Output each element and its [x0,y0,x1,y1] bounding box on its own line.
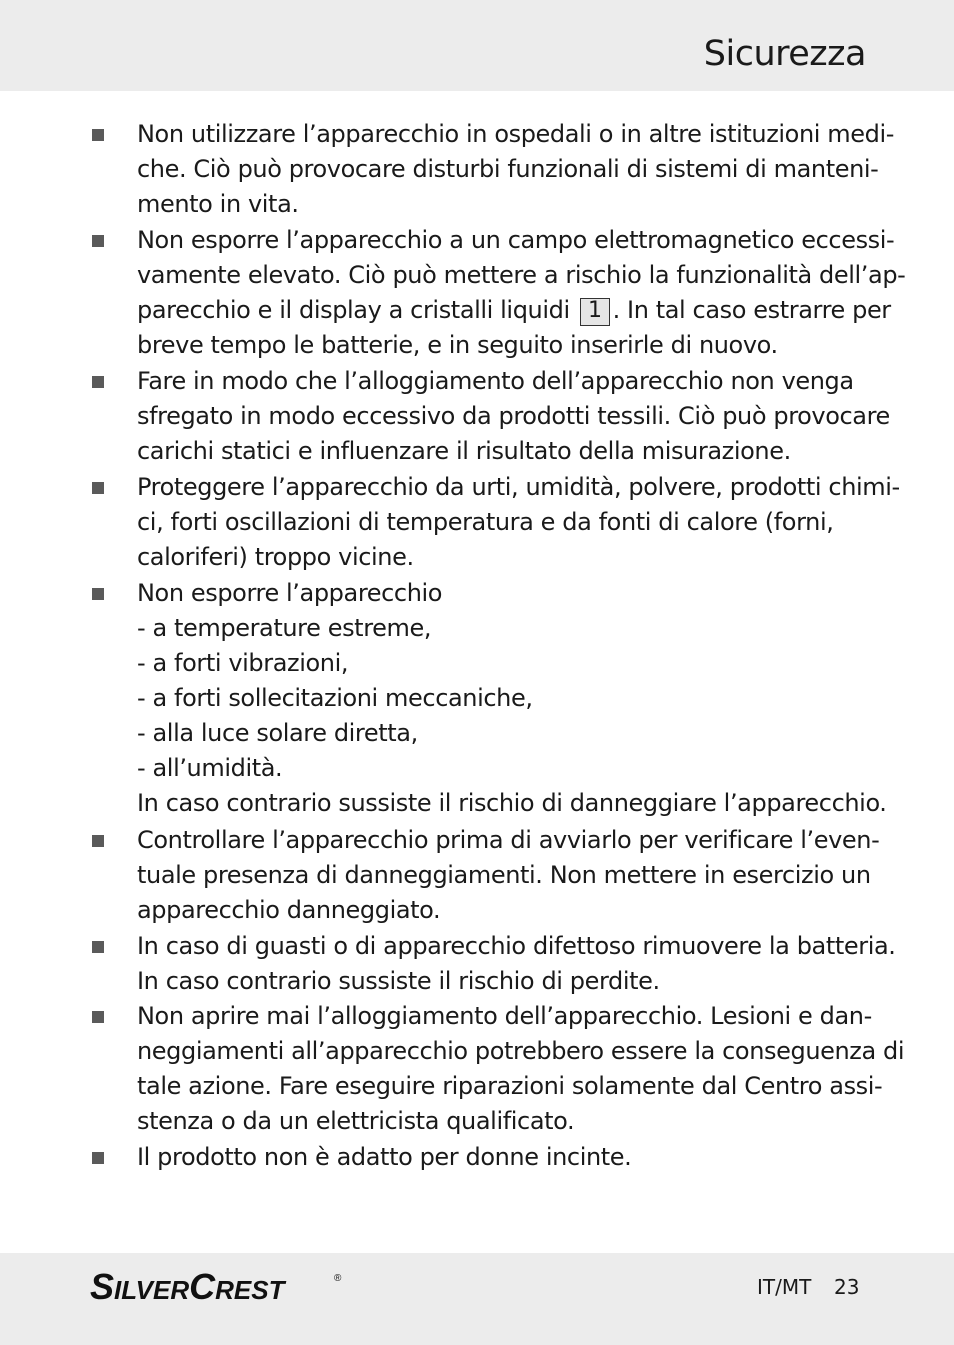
list-item-text: tuale presenza di danneggiamenti. Non mettere in esercizio un [137,861,871,889]
list-item-text: apparecchio danneggiato. [137,896,441,924]
bullet-icon [92,1152,104,1164]
bullet-icon [92,1011,104,1023]
list-item-text: carichi statici e influenzare il risultato della misurazione. [137,437,791,465]
list-item-text: tale azione. Fare eseguire riparazioni solamente dal Centro assi- [137,1072,883,1100]
list-item-text: Controllare l’apparecchio prima di avviarlo per verificare l’even- [137,826,880,854]
list-item-text: parecchio e il display a cristalli liquidi [137,296,570,324]
list-item-text: Il prodotto non è adatto per donne incinte. [137,1143,632,1171]
list-item-text: - all’umidità. [137,754,283,782]
list-item-text: - a temperature estreme, [137,614,432,642]
list-item-text: - a forti vibrazioni, [137,649,349,677]
list-item-text: In caso contrario sussiste il rischio di danneggiare l’apparecchio. [137,789,887,817]
trademark-symbol: ® [334,1273,342,1284]
page-header [0,0,954,91]
silvercrest-logo [90,1267,350,1309]
list-item-text: . In tal caso estrarre per [612,296,891,324]
list-item-text: che. Ciò può provocare disturbi funzionali di sistemi di manteni- [137,155,879,183]
list-item-text [137,293,891,328]
list-item-text: caloriferi) troppo vicine. [137,543,414,571]
language-code: IT/MT [757,1275,812,1299]
list-item-text: neggiamenti all’apparecchio potrebbero essere la conseguenza di [137,1037,905,1065]
list-item-text: sfregato in modo eccessivo da prodotti tessili. Ciò può provocare [137,402,890,430]
bullet-icon [92,941,104,953]
svg-text:SILVERCREST: SILVERCREST [90,1267,285,1307]
bullet-icon [92,482,104,494]
list-item-text: - a forti sollecitazioni meccaniche, [137,684,533,712]
list-item-text: - alla luce solare diretta, [137,719,418,747]
list-item-text: Non esporre l’apparecchio [137,579,443,607]
list-item-text: ci, forti oscillazioni di temperatura e da fonti di calore (forni, [137,508,834,536]
bullet-icon [92,129,104,141]
list-item-text: breve tempo le batterie, e in seguito inserirle di nuovo. [137,331,778,359]
list-item-text: vamente elevato. Ciò può mettere a rischio la funzionalità dell’ap- [137,261,906,289]
list-item-text: Non aprire mai l’alloggiamento dell’apparecchio. Lesioni e dan- [137,1002,872,1030]
list-item-text: mento in vita. [137,190,299,218]
bullet-icon [92,376,104,388]
bullet-icon [92,235,104,247]
list-item-text: In caso contrario sussiste il rischio di perdite. [137,967,660,995]
page-footer [0,1253,954,1345]
list-item-text: stenza o da un elettricista qualificato. [137,1107,575,1135]
page-number: 23 [834,1275,860,1299]
list-item-text: Non esporre l’apparecchio a un campo elettromagnetico eccessi- [137,226,895,254]
bullet-icon [92,835,104,847]
bullet-icon [92,588,104,600]
list-item-text: Non utilizzare l’apparecchio in ospedali o in altre istituzioni medi- [137,120,894,148]
list-item-text: Proteggere l’apparecchio da urti, umidità, polvere, prodotti chimi- [137,473,900,501]
list-item-text: Fare in modo che l’alloggiamento dell’apparecchio non venga [137,367,854,395]
page-title: Sicurezza [703,34,866,74]
list-item-text: In caso di guasti o di apparecchio difettoso rimuovere la batteria. [137,932,896,960]
display-reference-number: 1 [580,298,610,326]
